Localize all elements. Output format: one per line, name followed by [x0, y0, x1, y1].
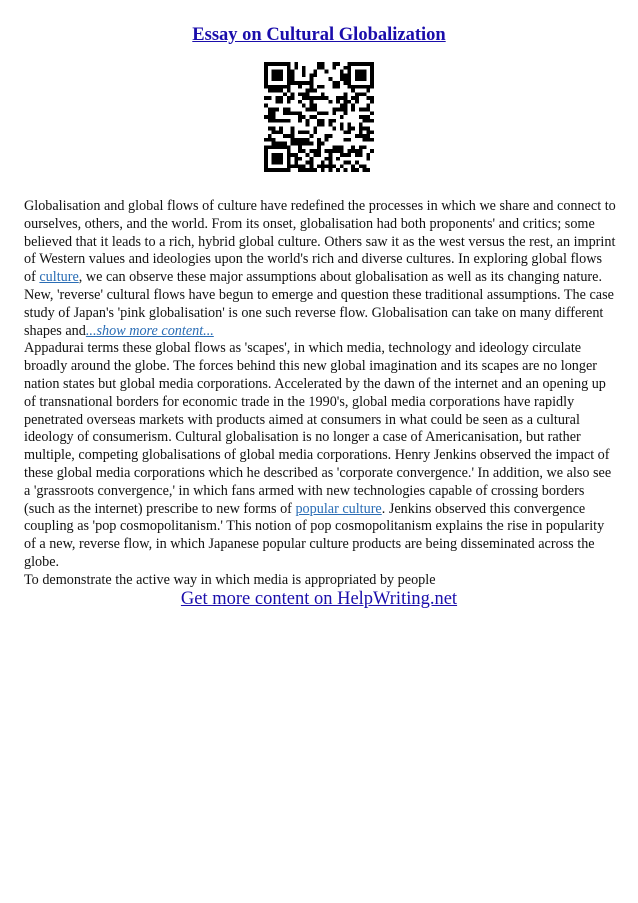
paragraph-1-text-b: , we can observe these major assumptions about globalisation as well as its changing nature. New, 'reverse' cultural flows have begun to emerge and question these traditional assumptions. The case study of Japan's 'pink globalisation' is one such reverse flow. Globalisation can take on many different shapes and — [24, 269, 614, 339]
paragraph-2 — [24, 340, 616, 571]
paragraph-1-text-a: Globalisation and global flows of culture have redefined the processes in which we share and connect to ourselves, others, and the world. From its onset, globalisation had both proponents' and critics; some believed that it leads to a rich, hybrid global culture. Others saw it as the west versus the rest, an imprint of Western values and ideologies upon the world's rich and diverse cultures. In exploring global flows of — [24, 198, 616, 286]
paragraph-1 — [24, 198, 616, 340]
paragraph-3: To demonstrate the active way in which media is appropriated by people — [24, 571, 436, 588]
paragraph-2-text-b: . Jenkins observed this convergence coupling as 'pop cosmopolitanism.' This notion of pop cosmopolitanism explains the rise in popularity of a new, reverse flow, in which Japanese popular culture products are being disseminated across the globe. — [24, 500, 605, 570]
popular-culture-link[interactable]: popular culture — [295, 500, 382, 517]
qr-code-icon — [264, 62, 374, 172]
get-more-content-link[interactable]: Get more content on HelpWriting.net — [180, 589, 458, 609]
show-more-link[interactable]: ...show more content... — [85, 322, 214, 339]
culture-link[interactable]: culture — [39, 269, 79, 286]
paragraph-2-text-a: Appadurai terms these global flows as 'scapes', in which media, technology and ideology circulate broadly around the globe. The forces behind this new global imagination and its scapes are no longer nation states but global media corporations. Accelerated by the dawn of the internet and an opening up of transnational borders for economic trade in the 1990's, global media corporations have rapidly penetrated overseas markets with products aimed at consumers in what could be seen as a cultural ideology of consumerism. Cultural globalisation is no longer a case of Americanisation, but rather multiple, competing globalisations of global media corporations. Henry Jenkins observed the impact of these global media corporations which he described as 'corporate convergence.' In addition, we also see a 'grassroots convergence,' in which fans armed with new technologies capable of crossing borders (such as the internet) prescribe to new forms of — [24, 340, 612, 517]
essay-title[interactable]: Essay on Cultural Globalization — [192, 25, 446, 45]
essay-body — [24, 198, 616, 590]
